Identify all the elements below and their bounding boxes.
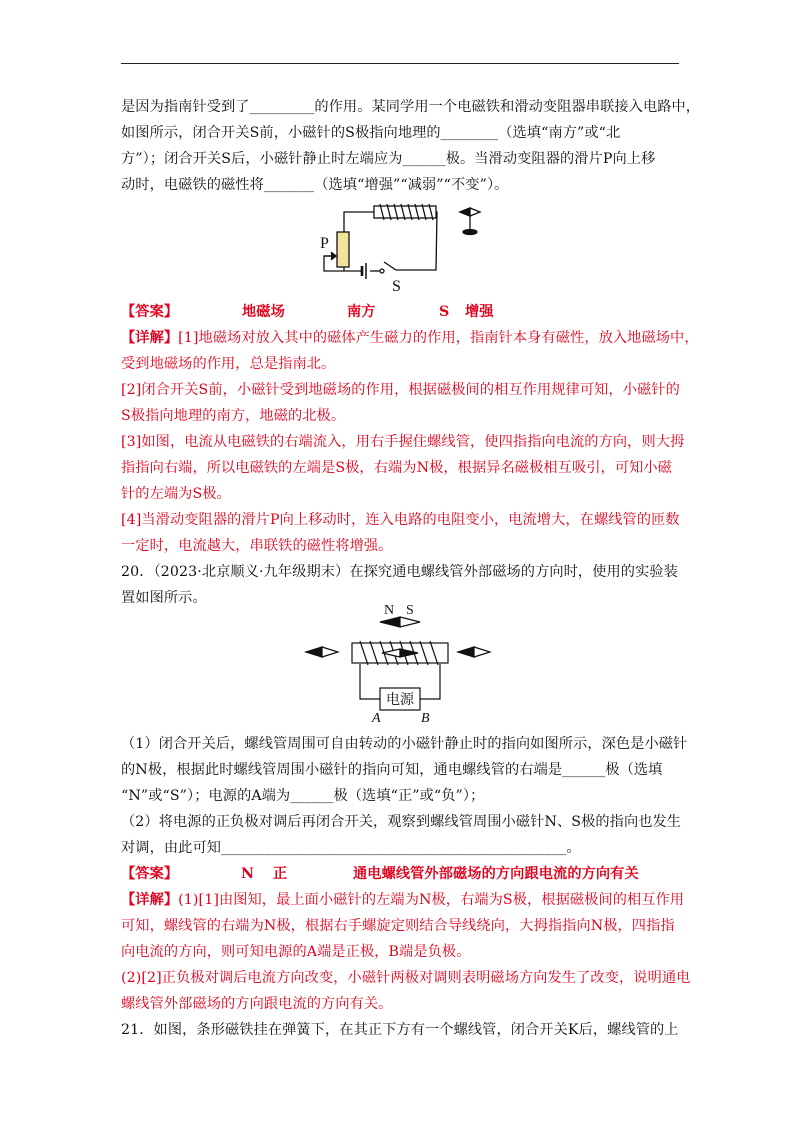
- q19-fig-label-p: P: [320, 235, 329, 252]
- q21-line-1: 21．如图，条形磁铁挂在弹簧下，在其正下方有一个螺线管，闭合开关K后，螺线管的上: [121, 1022, 679, 1038]
- q20-detail-line-3: 向电流的方向，则可知电源的A端是正极，B端是负极。: [121, 944, 471, 960]
- q19-answer-2: 南方: [347, 304, 376, 320]
- q19-line-3: 方”）；闭合开关S后，小磁针静止时左端应为______极。当滑动变阻器的滑片P向上移: [121, 151, 656, 167]
- q19-detail-line-2: 受到地磁场的作用，总是指南北。: [121, 356, 336, 372]
- q19-detail-line-1: 【详解】[1]地磁场对放入其中的磁体产生磁力的作用，指南针本身有磁性，放入地磁场中，: [121, 330, 699, 346]
- q19-line-4: 动时，电磁铁的磁性将_______（选填“增强”“减弱”“不变”）。: [121, 177, 509, 193]
- q19-detail-line-3: [2]闭合开关S前，小磁针受到地磁场的作用，根据磁极间的相互作用规律可知，小磁针的: [121, 382, 680, 398]
- q20-detail-line-2: 可知，螺线管的右端为N极，根据右手螺旋定则结合导线绕向，大拇指指向N极，四指指: [121, 918, 675, 934]
- q20-fig-label-power: 电源: [386, 693, 414, 708]
- q20-sub-line-5: 对调，由此可知________________________________________________。: [121, 840, 581, 856]
- q20-fig-label-a: A: [372, 711, 381, 726]
- q20-sub-line-3: “N”或“S”）；电源的A端为______极（选填“正”或“负”）；: [121, 788, 485, 804]
- q20-answer-2: 正: [273, 866, 288, 882]
- q19-detail-line-7: 针的左端为S极。: [121, 486, 231, 502]
- q20-answer-1: N: [241, 866, 255, 882]
- q19-line-2: 如图所示，闭合开关S前，小磁针的S极指向地理的________（选填“南方”或“北: [121, 125, 621, 141]
- q19-fig-label-s: S: [392, 278, 401, 295]
- q20-fig-label-n: N: [384, 603, 395, 618]
- q19-detail-line-6: 指指向右端，所以电磁铁的左端是S极，右端为N极，根据异名磁极相互吸引，可知小磁: [121, 460, 672, 476]
- q19-answer-tag: 【答案】: [121, 304, 179, 320]
- q19-detail-line-5: [3]如图，电流从电磁铁的右端流入，用右手握住螺线管，使四指指向电流的方向，则大拇: [121, 434, 685, 450]
- q20-detail-line-5: 螺线管外部磁场的方向跟电流的方向有关。: [121, 996, 393, 1012]
- q20-answer-tag: 【答案】: [121, 866, 179, 882]
- q19-answer-1: 地磁场: [242, 304, 285, 320]
- q20-sub-line-1: （1）闭合开关后，螺线管周围可自由转动的小磁针静止时的指向如图所示，深色是小磁针: [121, 736, 688, 752]
- q19-detail-tag: 【详解】: [121, 330, 179, 346]
- q20-detail-tag: 【详解】: [121, 892, 179, 908]
- q20-answer-row: [121, 864, 681, 884]
- q19-answer-row: [121, 302, 681, 322]
- q20-solenoid-figure: [300, 602, 500, 726]
- header-rule: [121, 63, 679, 64]
- q20-line-1: 20．（2023·北京顺义·九年级期末）在探究通电螺线管外部磁场的方向时，使用的实验装: [121, 564, 678, 580]
- q20-fig-label-b: B: [421, 711, 430, 726]
- q20-fig-label-s: S: [406, 603, 414, 618]
- q19-detail-line-8: [4]当滑动变阻器的滑片P向上移动时，连入电路的电阻变小，电流增大，在螺线管的匝数: [121, 512, 680, 528]
- q20-sub-line-4: （2）将电源的正负极对调后再闭合开关，观察到螺线管周围小磁针N、S极的指向也发生: [121, 814, 682, 830]
- q20-answer-3: 通电螺线管外部磁场的方向跟电流的方向有关: [353, 866, 639, 882]
- q19-line-1: 是因为指南针受到了_________的作用。某同学用一个电磁铁和滑动变阻器串联接入电路中，: [121, 99, 701, 115]
- q19-circuit-figure: [310, 196, 500, 296]
- q19-answer-3: S: [439, 304, 450, 320]
- q20-detail-line-1: 【详解】(1)[1]由图知，最上面小磁针的左端为N极，右端为S极，根据磁极间的相互作用: [121, 892, 685, 908]
- q20-line-2: 置如图所示。: [121, 590, 207, 606]
- q19-detail-line-4: S极指向地理的南方，地磁的北极。: [121, 408, 346, 424]
- q20-detail-line-4: (2)[2]正负极对调后电流方向改变，小磁针两极对调则表明磁场方向发生了改变，说明通电: [121, 970, 691, 986]
- q20-sub-line-2: 的N极，根据此时螺线管周围小磁针的指向可知，通电螺线管的右端是______极（选填: [121, 762, 663, 778]
- q19-answer-4: 增强: [465, 304, 494, 320]
- q19-detail-line-9: 一定时，电流越大，串联铁的磁性将增强。: [121, 538, 393, 554]
